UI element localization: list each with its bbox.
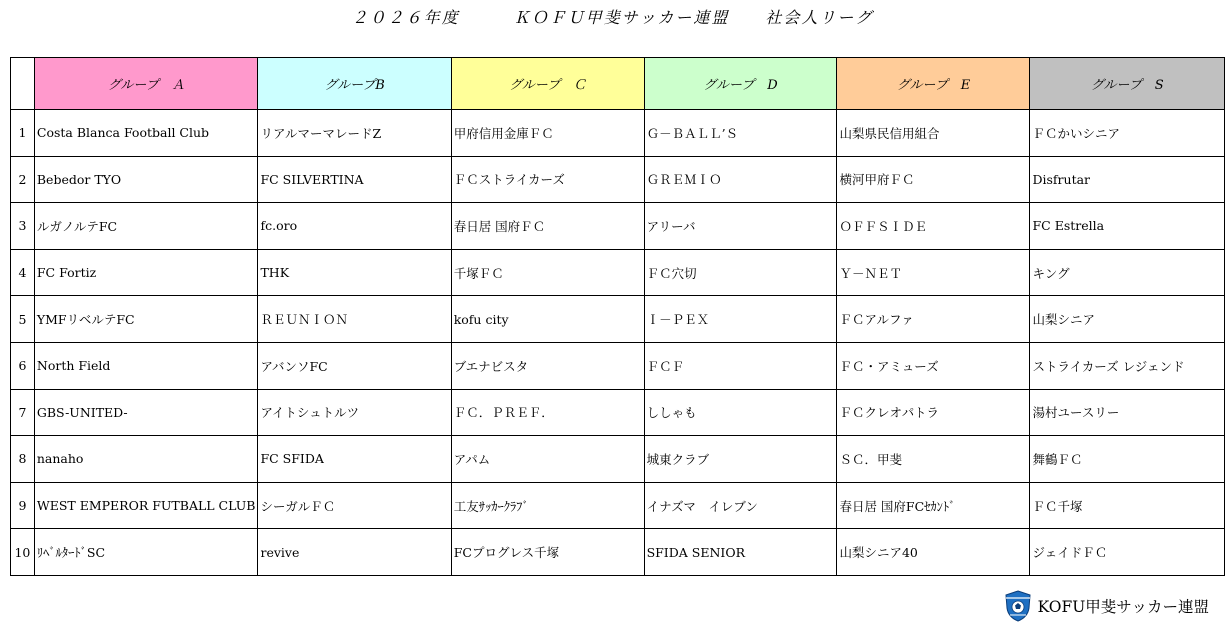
team-cell: ＲＥＵＮＩＯＮ: [258, 296, 451, 343]
team-cell: 工友ｻｯｶｰｸﾗﾌﾞ: [451, 482, 644, 529]
federation-logo: [1004, 589, 1209, 623]
header-row: [11, 58, 1225, 110]
row-number: 1: [11, 110, 35, 157]
team-cell: 山梨シニア: [1030, 296, 1225, 343]
team-cell: Ｉ－ＰＥＸ: [644, 296, 837, 343]
team-cell: 山梨県民信用組合: [837, 110, 1030, 157]
team-cell: アリーバ: [644, 203, 837, 250]
team-cell: revive: [258, 529, 451, 576]
team-cell: アパム: [451, 436, 644, 483]
team-cell: ＦＣかいシニア: [1030, 110, 1225, 157]
team-cell: ﾘﾍﾞﾙﾀｰﾄﾞSC: [34, 529, 258, 576]
row-number: 6: [11, 342, 35, 389]
team-cell: 城東クラブ: [644, 436, 837, 483]
team-cell: ＯＦＦＳＩＤＥ: [837, 203, 1030, 250]
team-cell: ＦＣストライカーズ: [451, 156, 644, 203]
team-cell: kofu city: [451, 296, 644, 343]
group-header: グループ Ａ: [34, 58, 258, 110]
team-cell: ししゃも: [644, 389, 837, 436]
team-cell: 山梨シニア40: [837, 529, 1030, 576]
team-cell: nanaho: [34, 436, 258, 483]
team-cell: 春日居 国府FCｾｶﾝﾄﾞ: [837, 482, 1030, 529]
team-cell: リアルマーマレードZ: [258, 110, 451, 157]
group-header: グループ E: [837, 58, 1030, 110]
table-row: [11, 482, 1225, 529]
team-cell: ＦＣ千塚: [1030, 482, 1225, 529]
team-cell: ＦＣ穴切: [644, 249, 837, 296]
team-cell: FC Estrella: [1030, 203, 1225, 250]
table-row: [11, 296, 1225, 343]
team-cell: イナズマ イレブン: [644, 482, 837, 529]
team-cell: Ｇ－ＢＡＬＬ’Ｓ: [644, 110, 837, 157]
team-cell: ＦＣアルファ: [837, 296, 1030, 343]
team-cell: Ｙ－ＮＥＴ: [837, 249, 1030, 296]
team-cell: FC SILVERTINA: [258, 156, 451, 203]
shield-emblem-icon: [1004, 590, 1032, 622]
team-cell: WEST EMPEROR FUTBALL CLUB: [34, 482, 258, 529]
group-header: グループ Ｃ: [451, 58, 644, 110]
team-cell: 千塚ＦＣ: [451, 249, 644, 296]
team-cell: アイトシュトルツ: [258, 389, 451, 436]
row-number: 9: [11, 482, 35, 529]
group-header: グループB: [258, 58, 451, 110]
table-row: [11, 203, 1225, 250]
table-row: [11, 436, 1225, 483]
logo-text: KOFU甲斐サッカー連盟: [1037, 598, 1209, 616]
team-cell: FCプログレス千塚: [451, 529, 644, 576]
team-cell: ジェイドＦＣ: [1030, 529, 1225, 576]
team-cell: ＦＣＦ: [644, 342, 837, 389]
page-title: ２０２６年度 ＫＯＦＵ甲斐サッカー連盟 社会人リーグ: [351, 8, 874, 27]
row-number: 7: [11, 389, 35, 436]
team-cell: ブエナビスタ: [451, 342, 644, 389]
team-cell: ＦＣ．ＰＲＥＦ．: [451, 389, 644, 436]
team-cell: 横河甲府ＦＣ: [837, 156, 1030, 203]
team-cell: fc.oro: [258, 203, 451, 250]
team-cell: Costa Blanca Football Club: [34, 110, 258, 157]
team-cell: ＦＣクレオパトラ: [837, 389, 1030, 436]
row-number: 2: [11, 156, 35, 203]
row-number: 5: [11, 296, 35, 343]
table-row: [11, 156, 1225, 203]
group-header: グループ D: [644, 58, 837, 110]
row-number: 8: [11, 436, 35, 483]
team-cell: キング: [1030, 249, 1225, 296]
team-cell: 春日居 国府ＦＣ: [451, 203, 644, 250]
team-cell: ＦＣ・アミューズ: [837, 342, 1030, 389]
team-cell: North Field: [34, 342, 258, 389]
team-cell: Bebedor TYO: [34, 156, 258, 203]
team-cell: ストライカーズ レジェンド: [1030, 342, 1225, 389]
table-row: [11, 110, 1225, 157]
team-cell: ＧＲＥＭＩＯ: [644, 156, 837, 203]
table-row: [11, 389, 1225, 436]
team-cell: ＳＣ．甲斐: [837, 436, 1030, 483]
team-cell: 湯村ユースリー: [1030, 389, 1225, 436]
table-row: [11, 342, 1225, 389]
team-cell: THK: [258, 249, 451, 296]
table-row: [11, 249, 1225, 296]
team-cell: SFIDA SENIOR: [644, 529, 837, 576]
team-cell: アバンソFC: [258, 342, 451, 389]
team-cell: GBS-UNITED-: [34, 389, 258, 436]
row-number: 10: [11, 529, 35, 576]
team-cell: FC SFIDA: [258, 436, 451, 483]
team-cell: YMFリベルテFC: [34, 296, 258, 343]
team-cell: 舞鶴ＦＣ: [1030, 436, 1225, 483]
corner-cell: [11, 58, 35, 110]
team-cell: 甲府信用金庫ＦＣ: [451, 110, 644, 157]
league-table: [10, 57, 1225, 576]
row-number: 4: [11, 249, 35, 296]
team-cell: シーガルＦＣ: [258, 482, 451, 529]
row-number: 3: [11, 203, 35, 250]
team-cell: FC Fortiz: [34, 249, 258, 296]
table-row: [11, 529, 1225, 576]
team-cell: Disfrutar: [1030, 156, 1225, 203]
team-cell: ルガノルテFC: [34, 203, 258, 250]
group-header: グループ S: [1030, 58, 1225, 110]
